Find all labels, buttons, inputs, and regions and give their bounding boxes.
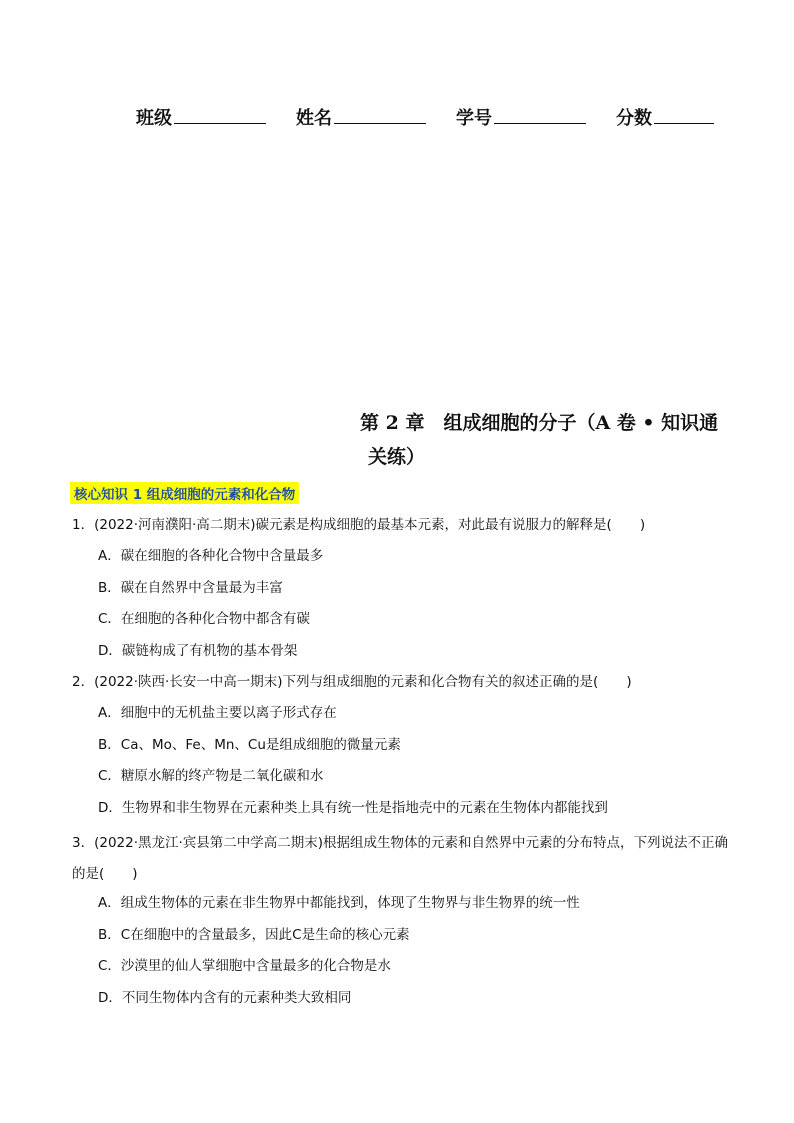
- question-1: [72, 514, 732, 671]
- question-list: [72, 514, 732, 1018]
- question-stem-text: 3．(2022·黑龙江·宾县第二中学高二期末)根据组成生物体的元素和自然界中元素的分布特点，下列说法不正确的是(: [72, 835, 729, 882]
- option-a: A．组成生物体的元素在非生物界中都能找到，体现了生物界与非生物界的统一性: [98, 895, 580, 911]
- question-stem-end: ): [639, 517, 646, 533]
- question-3: [72, 828, 732, 1018]
- chapter-title: [360, 406, 740, 474]
- class-blank[interactable]: [174, 107, 266, 124]
- chapter-title-line2: 关练）: [368, 446, 426, 468]
- option-a: A．细胞中的无机盐主要以离子形式存在: [98, 705, 337, 721]
- option-b: B．碳在自然界中含量最为丰富: [98, 579, 283, 596]
- question-stem-end: ): [132, 866, 138, 882]
- score-field[interactable]: [616, 104, 714, 130]
- name-blank[interactable]: [334, 107, 426, 124]
- student-number-label: 学号: [456, 108, 492, 129]
- chapter-title-line1: 第 2 章 组成细胞的分子（A 卷 • 知识通: [360, 412, 719, 434]
- score-label: 分数: [616, 108, 652, 129]
- question-stem: [72, 514, 732, 536]
- question-stem: [72, 828, 732, 890]
- option-b: B．C在细胞中的含量最多，因此C是生命的核心元素: [98, 926, 410, 943]
- question-stem-text: 1．(2022·河南濮阳·高二期末)碳元素是构成细胞的最基本元素，对此最有说服力的解释是(: [72, 517, 612, 533]
- class-field[interactable]: [136, 104, 266, 130]
- option-c: C．糖原水解的终产物是二氧化碳和水: [98, 768, 324, 784]
- option-d: D．生物界和非生物界在元素种类上具有统一性是指地壳中的元素在生物体内都能找到: [98, 799, 608, 816]
- option-d: D．碳链构成了有机物的基本骨架: [98, 642, 298, 659]
- question-2: [72, 671, 732, 828]
- option-b: B．Ca、Mo、Fe、Mn、Cu是组成细胞的微量元素: [98, 736, 401, 753]
- question-stem-end: ): [626, 674, 632, 690]
- student-info-line: [136, 104, 744, 130]
- name-label: 姓名: [296, 108, 332, 129]
- question-stem: [72, 671, 732, 693]
- student-number-field[interactable]: [456, 104, 586, 130]
- class-label: 班级: [136, 108, 172, 129]
- question-stem-text: 2．(2022·陕西·长安一中高一期末)下列与组成细胞的元素和化合物有关的叙述正确的是(: [72, 674, 599, 690]
- name-field[interactable]: [296, 104, 426, 130]
- score-blank[interactable]: [654, 107, 714, 124]
- option-d: D．不同生物体内含有的元素种类大致相同: [98, 989, 352, 1006]
- student-number-blank[interactable]: [494, 107, 586, 124]
- option-a: A．碳在细胞的各种化合物中含量最多: [98, 548, 324, 564]
- option-c: C．沙漠里的仙人掌细胞中含量最多的化合物是水: [98, 958, 391, 974]
- section-heading: 核心知识 1 组成细胞的元素和化合物: [70, 482, 299, 504]
- option-c: C．在细胞的各种化合物中都含有碳: [98, 611, 310, 627]
